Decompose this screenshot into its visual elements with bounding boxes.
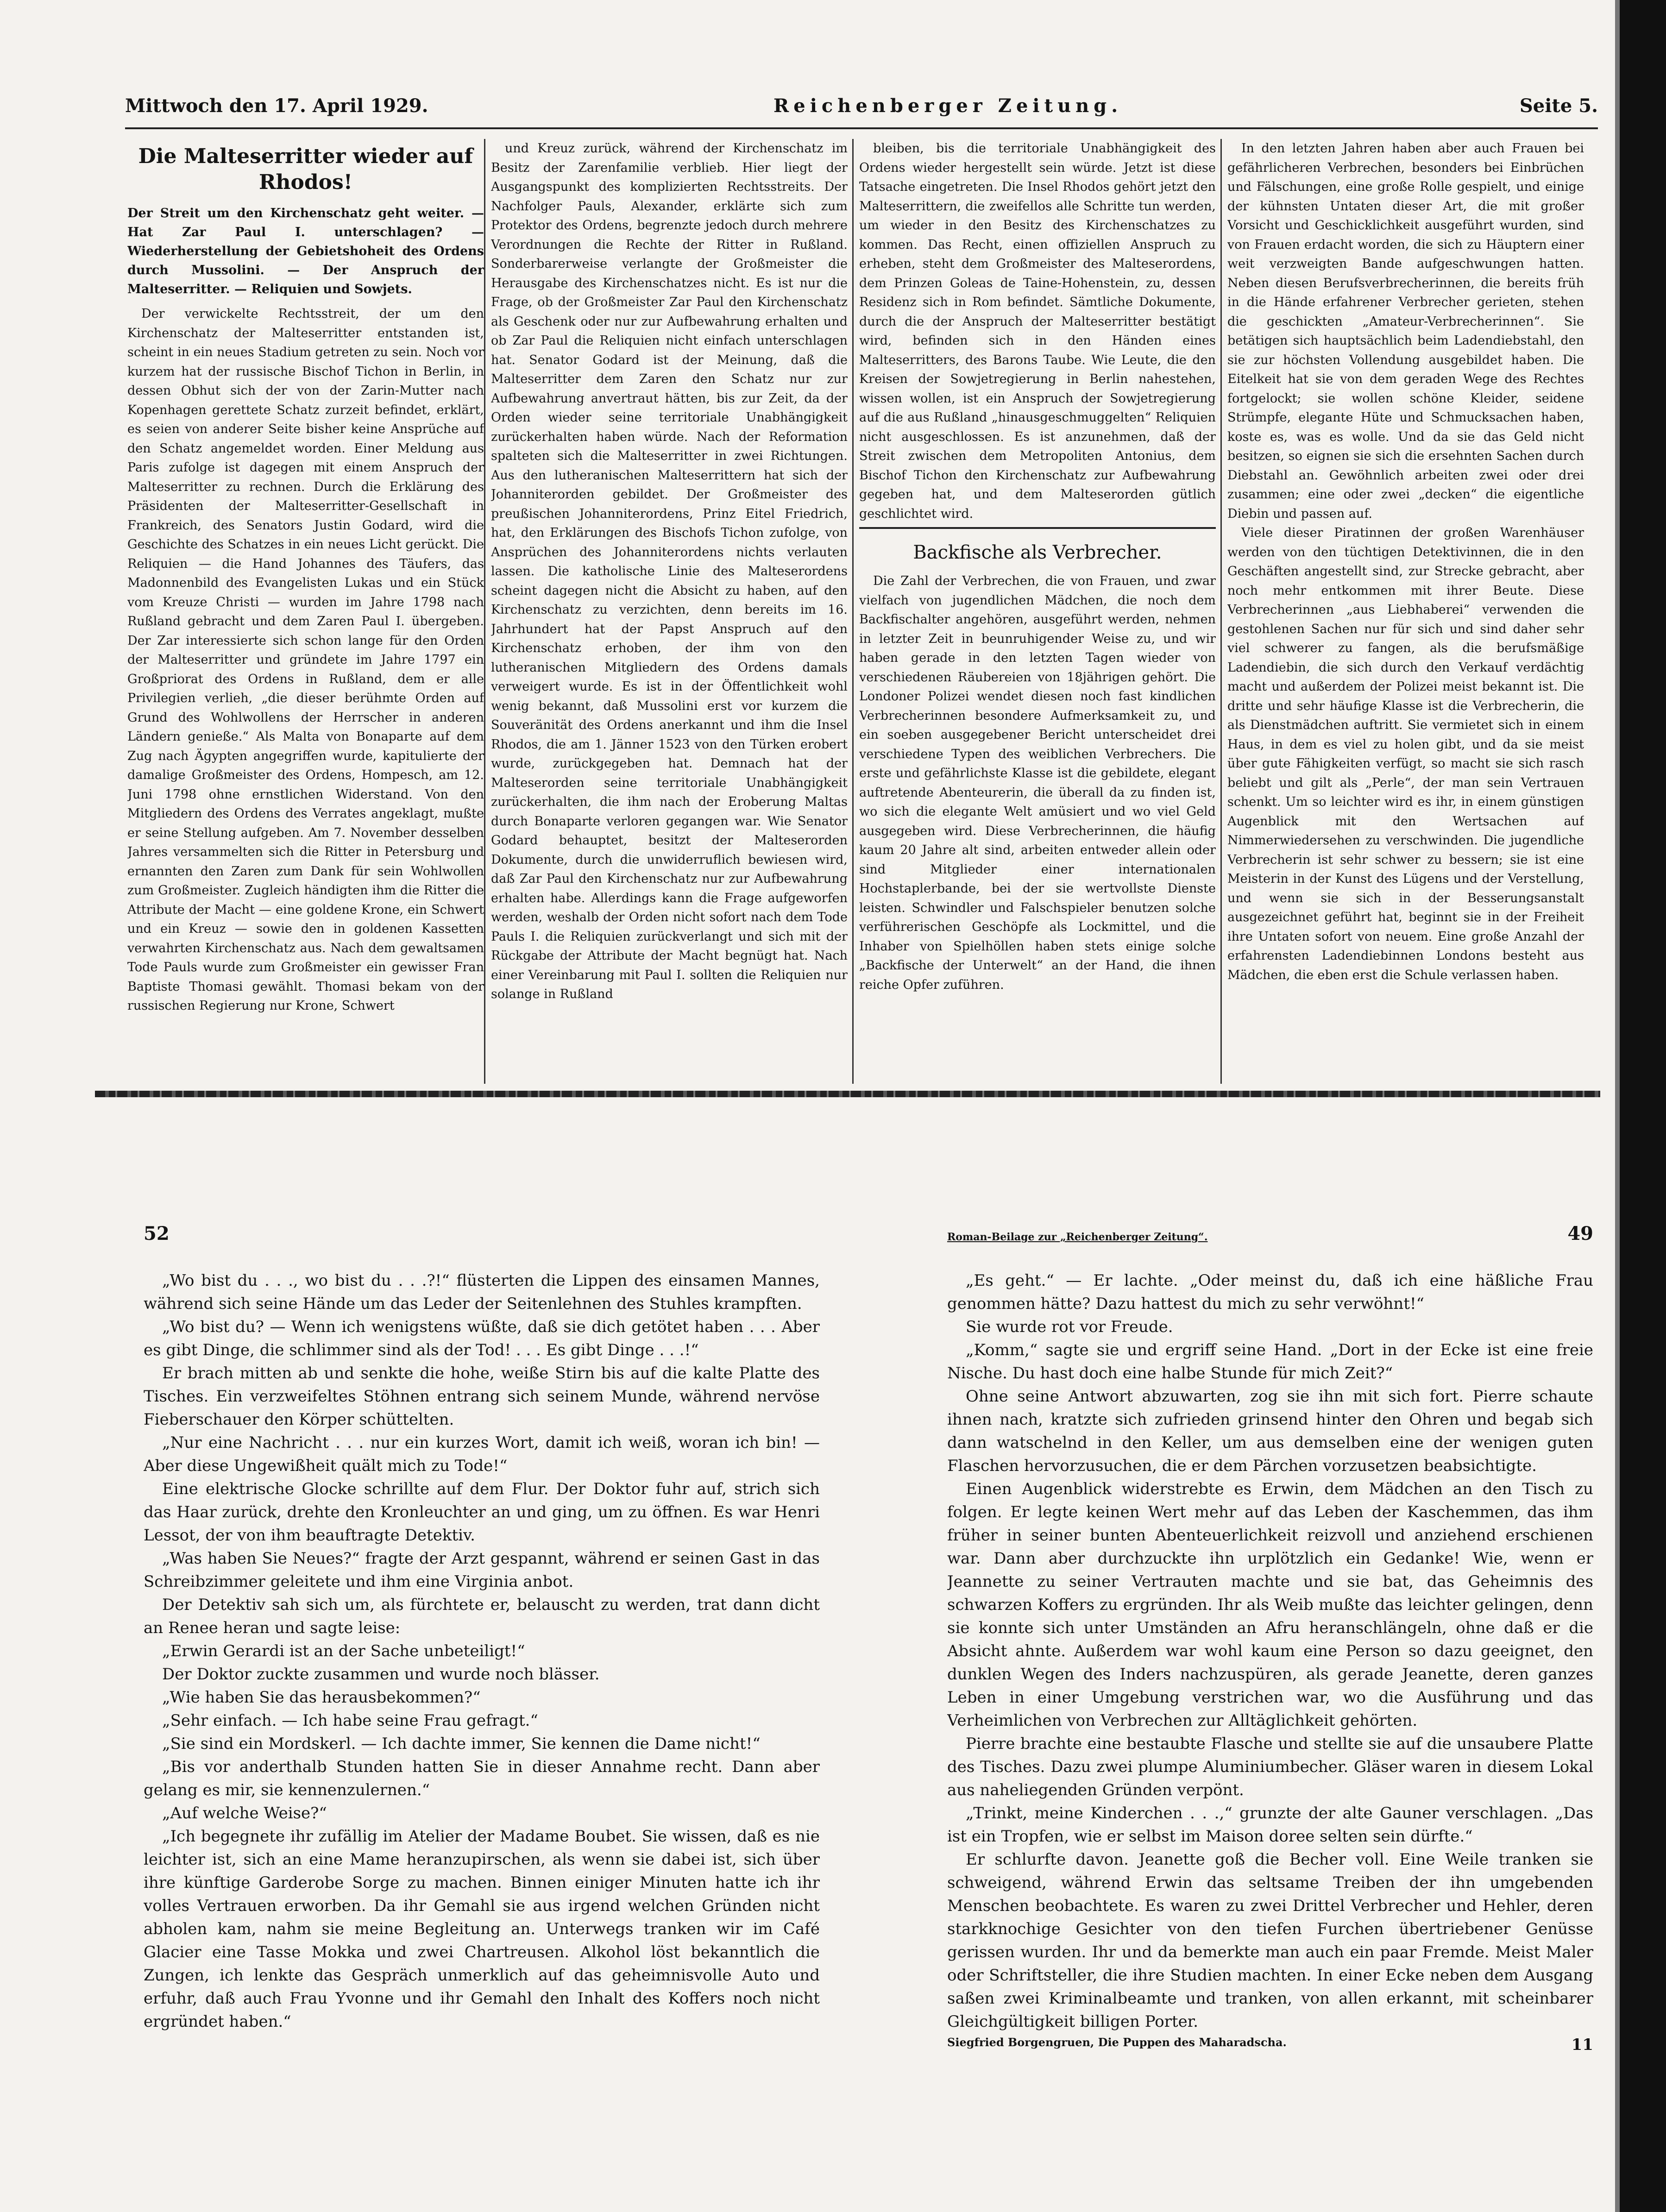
sheet-page-number: 52 — [144, 1223, 170, 1244]
article-title-malteserritter: Die Malteserritter wieder auf Rhodos! — [138, 145, 473, 194]
story-paragraph: „Wo bist du? — Wenn ich wenigstens wüßte, daß sie dich getötet haben . . . Aber es gibt Dinge, die schlimmer sind als der Tod! . . . Es gibt Dinge . . .!“ — [144, 1318, 820, 1359]
story-paragraph: „Es geht.“ — Er lachte. „Oder meinst du, daß ich eine häßliche Frau genommen hätte? Dazu hattest du mich zu sehr verwöhnt!“ — [947, 1271, 1593, 1313]
story-paragraph: „Auf welche Weise?“ — [162, 1804, 327, 1822]
story-paragraph: „Erwin Gerardi ist an der Sache unbeteiligt!“ — [162, 1642, 525, 1660]
column-3 — [859, 139, 1216, 1088]
article-paragraph: Viele dieser Piratinnen der großen Warenhäuser werden von den tüchtigen Detektivinnen, die in den Geschäften angestellt sind, zur Strecke gebracht, aber noch mehr entkommen mit ihrer Beute. Diese Verbrecherinnen „aus Liebhaberei“ verwenden die gestohlenen Sachen nur für sich und sind daher sehr viel schwerer zu fangen, als die berufsmäßige Ladendiebin, die sich durch den Verkauf verdächtig macht und außerdem der Polizei meist bekannt ist. Die dritte und sehr häufige Klasse ist die Verbrecherin, die als Dienstmädchen auftritt. Sie vermietet sich in einem Haus, in dem es viel zu holen gibt, und da sie meist über gute Fähigkeiten verfügt, so macht sie sich rasch beliebt und gilt als „Perle“, der man sein Vertrauen schenkt. Um so leichter wird es ihr, in einem günstigen Augenblick mit den Wertsachen auf Nimmerwiedersehen zu verschwinden. Die jugendliche Verbrecherin ist sehr schwer zu bessern; sie ist eine Meisterin in der Kunst des Lügens und der Verstellung, und wenn sie sich in der Besserungsanstalt ausgezeichnet geführt hat, beginnt sie in der Freiheit ihre Untaten sofort von neuem. Eine große Anzahl der erfahrensten Ladendiebinnen Londons besteht aus Mädchen, die eben erst die Schule verlassen haben. — [1227, 526, 1584, 982]
section-rule — [95, 1091, 1600, 1097]
supplement-header: Roman-Beilage zur „Reichenberger Zeitung“. — [947, 1231, 1208, 1243]
column-divider — [1220, 139, 1222, 1084]
story-paragraph: Der Doktor zuckte zusammen und wurde noch blässer. — [162, 1665, 600, 1684]
story-paragraph: „Trinkt, meine Kinderchen . . .,“ grunzte der alte Gauner verschlagen. „Das ist ein Tropfen, wie er selbst im Maison doree selten sein dürfte.“ — [947, 1804, 1593, 1846]
story-text-left — [144, 1269, 820, 2033]
header-paper-title: Reichenberger Zeitung. — [773, 95, 1123, 117]
column-divider — [852, 139, 854, 1084]
novel-sheet-left — [144, 1223, 820, 2031]
story-paragraph: Ohne seine Antwort abzuwarten, zog sie ihn mit sich fort. Pierre schaute ihnen nach, kratzte sich zufrieden grinsend hinter den Ohren und begab sich dann watschelnd in den Keller, um aus demselben eine der wenigen guten Flaschen hervorzusuchen, die er dem Pärchen vorzusetzen beabsichtigte. — [947, 1387, 1593, 1475]
story-paragraph: Er brach mitten ab und senkte die hohe, weiße Stirn bis auf die kalte Platte des Tisches. Ein verzweifeltes Stöhnen entrang sich seinem Munde, während nervöse Fieberschauer den Körper schüttelten. — [144, 1364, 820, 1429]
footer-number: 11 — [1571, 2036, 1593, 2054]
header-page-number: Seite 5. — [1519, 95, 1598, 117]
story-paragraph: „Wo bist du . . ., wo bist du . . .?!“ flüsterten die Lippen des einsamen Mannes, während sich seine Hände um das Leder der Seitenlehnen des Stuhles krampften. — [144, 1271, 820, 1313]
article-paragraph: und Kreuz zurück, während der Kirchenschatz im Besitz der Zarenfamilie verblieb. Hier liegt der Ausgangspunkt des komplizierten Rechtsstreits. Der Nachfolger Pauls, Alexander, erklärte sich zum Protektor des Ordens, begrenzte jedoch durch mehrere Verordnungen die Rechte der Ritter in Rußland. Sonderbarerweise verlangte der Großmeister die Herausgabe des Kirchenschatzes nicht. Es ist nur die Frage, ob der Großmeister Zar Paul den Kirchenschatz als Geschenk oder nur zur Aufbewahrung erhalten und ob Zar Paul die Reliquien nicht einfach unterschlagen hat. Senator Godard ist der Meinung, daß die Malteserritter dem Zaren den Schatz nur zur Aufbewahrung anvertraut hätten, bis zur Zeit, da der Orden wieder seine territoriale Unabhängigkeit zurückerhalten haben würde. Nach der Reformation spalteten sich die Malteserritter in zwei Richtungen. Aus den lutheranischen Malteserrittern hat sich der Johanniterorden gebildet. Der Großmeister des preußischen Johanniterordens, Prinz Eitel Friedrich, hat, den Erklärungen des Bischofs Tichon zufolge, von Ansprüchen des Johanniterordens nichts verlauten lassen. Die katholische Linie des Malteserordens scheint dagegen nicht die Absicht zu haben, auf den Kirchenschatz zu verzichten, denn bereits im 16. Jahrhundert hat der Papst Anspruch auf den Kirchenschatz erhoben, der ihm von den lutheranischen Mitgliedern des Ordens damals verweigert wurde. Es ist in der Öffentlichkeit wohl wenig bekannt, daß Mussolini erst vor kurzem die Souveränität des Ordens anerkannt und ihm die Insel Rhodos, die am 1. Jänner 1523 von den Türken erobert wurde, zurückgegeben hat. Demnach hat der Malteserorden seine territoriale Unabhängigkeit zurückerhalten, die ihm nach der Eroberung Maltas durch Bonaparte verloren gegangen war. Wie Senator Godard behauptet, besitzt der Malteserorden Dokumente, durch die unwiderruflich bewiesen wird, daß Zar Paul den Kirchenschatz nur zur Aufbewahrung erhalten habe. Allerdings kann die Frage aufgeworfen werden, weshalb der Orden nicht sofort nach dem Tode Pauls I. die Reliquien zurückverlangt und sich mit der Rückgabe der Attribute der Macht begnügt hat. Nach einer Vereinbarung mit Paul I. sollten die Reliquien nur solange in Rußland — [491, 141, 848, 1001]
story-paragraph: „Bis vor anderthalb Stunden hatten Sie in dieser Annahme recht. Dann aber gelang es mir, sie kennenzulernen.“ — [144, 1758, 820, 1799]
sheet-page-number: 49 — [1567, 1223, 1593, 1244]
story-paragraph: „Nur eine Nachricht . . . nur ein kurzes Wort, damit ich weiß, woran ich bin! — Aber diese Ungewißheit quält mich zu Tode!“ — [144, 1433, 820, 1475]
scan-edge-shadow — [1615, 0, 1620, 2212]
footer-author-title: Siegfried Borgengruen, Die Puppen des Maharadscha. — [947, 2036, 1287, 2049]
column-2 — [491, 139, 848, 1088]
article-title-backfische: Backfische als Verbrecher. — [859, 527, 1216, 565]
story-paragraph: Der Detektiv sah sich um, als fürchtete er, belauscht zu werden, trat dann dicht an Renee heran und sagte leise: — [144, 1596, 820, 1637]
header-date: Mittwoch den 17. April 1929. — [125, 95, 428, 117]
column-4 — [1227, 139, 1584, 1088]
story-paragraph: „Sie sind ein Mordskerl. — Ich dachte immer, Sie kennen die Dame nicht!“ — [162, 1734, 761, 1753]
page-header — [125, 95, 1598, 127]
story-paragraph: „Wie haben Sie das herausbekommen?“ — [162, 1688, 481, 1707]
article-paragraph: bleiben, bis die territoriale Unabhängigkeit des Ordens wieder hergestellt sein würde. Jetzt ist diese Tatsache eingetreten. Die Insel Rhodos gehört jetzt den Malteserrittern, die zweifellos alle Schritte tun werden, um wieder in den Besitz des Kirchenschatzes zu kommen. Das Recht, einen offiziellen Anspruch zu erheben, steht dem Großmeister des Malteserordens, dem Prinzen Goleas de Taine-Hohenstein, zu, dessen Residenz sich in Rom befindet. Sämtliche Dokumente, durch die der Anspruch der Malteserritter bestätigt wird, befinden sich in den Händen eines Malteserritters, des Barons Taube. Wie Leute, die den Kreisen der Sowjetregierung in Berlin nahestehen, wissen wollen, ist ein Anspruch der Sowjetregierung auf die aus Rußland „hinausgeschmuggelten“ Reliquien nicht ausgeschlossen. Es ist anzunehmen, daß der Streit zwischen dem Metropoliten Antonius, dem Bischof Tichon den Kirchenschatz zur Aufbewahrung gegeben hat, und dem Malteserorden gütlich geschlichtet wird. — [859, 141, 1216, 521]
story-paragraph: „Sehr einfach. — Ich habe seine Frau gefragt.“ — [162, 1711, 538, 1730]
story-paragraph: „Komm,“ sagte sie und ergriff seine Hand. „Dort in der Ecke ist eine freie Nische. Du hast doch eine halbe Stunde für mich Zeit?“ — [947, 1341, 1593, 1382]
column-1 — [127, 139, 484, 1088]
story-paragraph: Pierre brachte eine bestaubte Flasche und stellte sie auf die unsaubere Platte des Tisches. Dazu zwei plumpe Aluminiumbecher. Gläser waren in diesem Lokal aus naheliegenden Gründen verpönt. — [947, 1734, 1593, 1799]
header-rule — [125, 127, 1598, 129]
scan-edge — [1620, 0, 1666, 2212]
article-paragraph: Die Zahl der Verbrechen, die von Frauen, und zwar vielfach von jugendlichen Mädchen, die noch dem Backfischalter angehören, ausgeführt werden, nehmen in letzter Zeit in beunruhigender Weise zu, und wir haben gerade in den letzten Tagen wieder von verschiedenen Räubereien von 18jährigen gehört. Die Londoner Polizei wendet diesen noch fast kindlichen Verbrecherinnen besondere Aufmerksamkeit zu, und ein soeben ausgegebener Bericht unterscheidet drei verschiedene Typen des weiblichen Verbrechers. Die erste und gefährlichste Klasse ist die gebildete, elegant auftretende Abenteurerin, die überall da zu finden ist, wo sich die elegante Welt amüsiert und wo viel Geld ausgegeben wird. Diese Verbrecherinnen, die häufig kaum 20 Jahre alt sind, arbeiten entweder allein oder sind Mitglieder einer internationalen Hochstaplerbande, bei der sie wertvollste Dienste leisten. Schwindler und Falschspieler benutzen solche verführerischen Geschöpfe als Lockmittel, und die Inhaber von Spielhöllen haben stets einige solche „Backfische der Unterwelt“ an der Hand, die ihnen reiche Opfer zuführen. — [859, 574, 1216, 992]
story-paragraph: Einen Augenblick widerstrebte es Erwin, dem Mädchen an den Tisch zu folgen. Er legte keinen Wert mehr auf das Leben der Kaschemmen, das ihm früher in seiner bunten Abenteuerlichkeit reizvoll und anziehend erschienen war. Dann aber durchzuckte ihn urplötzlich ein Gedanke! Wie, wenn er Jeannette zu seiner Vertrauten machte und sie bat, das Geheimnis des schwarzen Koffers zu ergründen. Ihr als Weib mußte das leichter gelingen, denn sie konnte sich unter Umständen an Afru heranschlängeln, ohne daß er die Absicht ahnte. Außerdem war wohl kaum eine Person so dazu geeignet, den dunklen Wegen des Inders nachzuspüren, als gerade Jeanette, deren ganzes Leben in einer Umgebung verstrichen war, wo die Ausführung und das Verheimlichen von Verbrechen zur Alltäglichkeit gehörten. — [947, 1480, 1593, 1730]
story-paragraph: Eine elektrische Glocke schrillte auf dem Flur. Der Doktor fuhr auf, strich sich das Haar zurück, drehte den Kronleuchter an und ging, um zu öffnen. Es war Henri Lessot, der von ihm beauftragte Detektiv. — [144, 1480, 820, 1545]
column-divider — [484, 139, 485, 1084]
article-subtitle: Der Streit um den Kirchenschatz geht weiter. — Hat Zar Paul I. unterschlagen? — Wiederherstellung der Gebietshoheit des Ordens durch Mussolini. — Der Anspruch der Malteserritter. — Reliquien und Sowjets. — [127, 206, 484, 296]
story-text-right — [947, 1269, 1593, 2033]
story-paragraph: Er schlurfte davon. Jeanette goß die Becher voll. Eine Weile tranken sie schweigend, während Erwin das seltsame Treiben der ihn umgebenden Menschen beobachtete. Es waren zu zwei Drittel Verbrecher und Hehler, deren starkknochige Gesichter von den tiefen Furchen übertriebener Genüsse gerissen wurden. Ihr und da bemerkte man auch ein paar Fremde. Meist Maler oder Schriftsteller, die ihre Studien machten. In einer Ecke neben dem Ausgang saßen zwei Kriminalbeamte und tranken, von allen erkannt, mit scheinbarer Gleichgültigkeit billigen Porter. — [947, 1850, 1593, 2031]
story-paragraph: „Ich begegnete ihr zufällig im Atelier der Madame Boubet. Sie wissen, daß es nie leichter ist, sich an eine Mame heranzupirschen, als wenn sie dabei ist, sich über ihre künftige Garderobe Sorge zu machen. Binnen einiger Minuten hatte ich ihr volles Vertrauen erworben. Da ihr Gemahl sie aus irgend welchen Gründen nicht abholen kam, nahm sie meine Begleitung an. Unterwegs tranken wir im Café Glacier eine Tasse Mokka und zwei Chartreusen. Alkohol löst bekanntlich die Zungen, ich lenkte das Gespräch unmerklich auf das geheimnisvolle Auto und erfuhr, daß auch Frau Yvonne und ihr Gemahl den Inhalt des Koffers noch nicht ergründet haben.“ — [144, 1827, 820, 2031]
article-paragraph: In den letzten Jahren haben aber auch Frauen bei gefährlicheren Verbrechen, besonders bei Einbrüchen und Fälschungen, eine große Rolle gespielt, und einige der kühnsten Untaten dieser Art, die mit großer Vorsicht und Geschicklichkeit ausgeführt wurden, sind von Frauen erdacht worden, die sich zu Häuptern einer weit verzweigten Bande aufgeschwungen hatten. Neben diesen Berufsverbrecherinnen, die bereits früh in die Hände erfahrener Verbrecher gerieten, stehen die geschickten „Amateur-Verbrecherinnen“. Sie betätigen sich hauptsächlich beim Ladendiebstahl, den sie zur höchsten Vollendung ausgebildet haben. Die Eitelkeit hat sie von dem geraden Wege des Rechtes fortgelockt; sie wollen schöne Kleider, seidene Strümpfe, elegante Hüte und Schmucksachen haben, koste es, was es wolle. Und da sie das Geld nicht besitzen, so eignen sie sich die ersehnten Sachen durch Diebstahl an. Gewöhnlich arbeiten zwei oder drei zusammen; eine oder zwei „decken“ die eigentliche Diebin und passen auf. — [1227, 141, 1584, 521]
article-paragraph: Der verwickelte Rechtsstreit, der um den Kirchenschatz der Malteserritter entstanden ist, scheint in ein neues Stadium getreten zu sein. Noch vor kurzem hat der russische Bischof Tichon in Berlin, in dessen Obhut sich der von der Zarin-Mutter nach Kopenhagen gerettete Schatz zurzeit befindet, erklärt, es seien von anderer Seite bisher keine Ansprüche auf den Schatz angemeldet worden. Einer Meldung aus Paris zufolge ist dagegen mit einem Anspruch der Malteserritter zu rechnen. Durch die Erklärung des Präsidenten der Malteserritter-Gesellschaft in Frankreich, des Senators Justin Godard, wird die Geschichte des Schatzes in ein neues Licht gerückt. Die Reliquien — die Hand Johannes des Täufers, das Madonnenbild des Evangelisten Lukas und ein Stück vom Kreuze Christi — wurden im Jahre 1798 nach Rußland gebracht und dem Zaren Paul I. übergeben. Der Zar interessierte sich schon lange für den Orden der Malteserritter und gründete im Jahre 1797 ein Großpriorat des Ordens in Rußland, dem er alle Privilegien verlieh, „die dieser berühmte Orden auf Grund des Wohlwollens der Herrscher in anderen Ländern genieße.“ Als Malta von Bonaparte auf dem Zug nach Ägypten angegriffen wurde, kapitulierte der damalige Großmeister des Ordens, Hompesch, am 12. Juni 1798 ohne ernstlichen Widerstand. Von den Mitgliedern des Ordens des Verrates angeklagt, mußte er seine Stellung aufgeben. Am 7. November desselben Jahres versammelten sich die Ritter in Petersburg und ernannten den Zaren zum Dank für sein Wohlwollen zum Großmeister. Zugleich händigten ihm die Ritter die Attribute der Macht — eine goldene Krone, ein Schwert und ein Kreuz — sowie den in goldenen Kassetten verwahrten Kirchenschatz aus. Nach dem gewaltsamen Tode Pauls wurde zum Großmeister ein gewisser Fran Baptiste Thomasi gewählt. Thomasi bekam von der russischen Regierung nur Krone, Schwert — [127, 307, 484, 1013]
sheet-footer — [947, 2036, 1593, 2054]
story-paragraph: Sie wurde rot vor Freude. — [966, 1318, 1173, 1336]
story-paragraph: „Was haben Sie Neues?“ fragte der Arzt gespannt, während er seinen Gast in das Schreibzimmer geleitete und ihm eine Virginia anbot. — [144, 1549, 820, 1591]
